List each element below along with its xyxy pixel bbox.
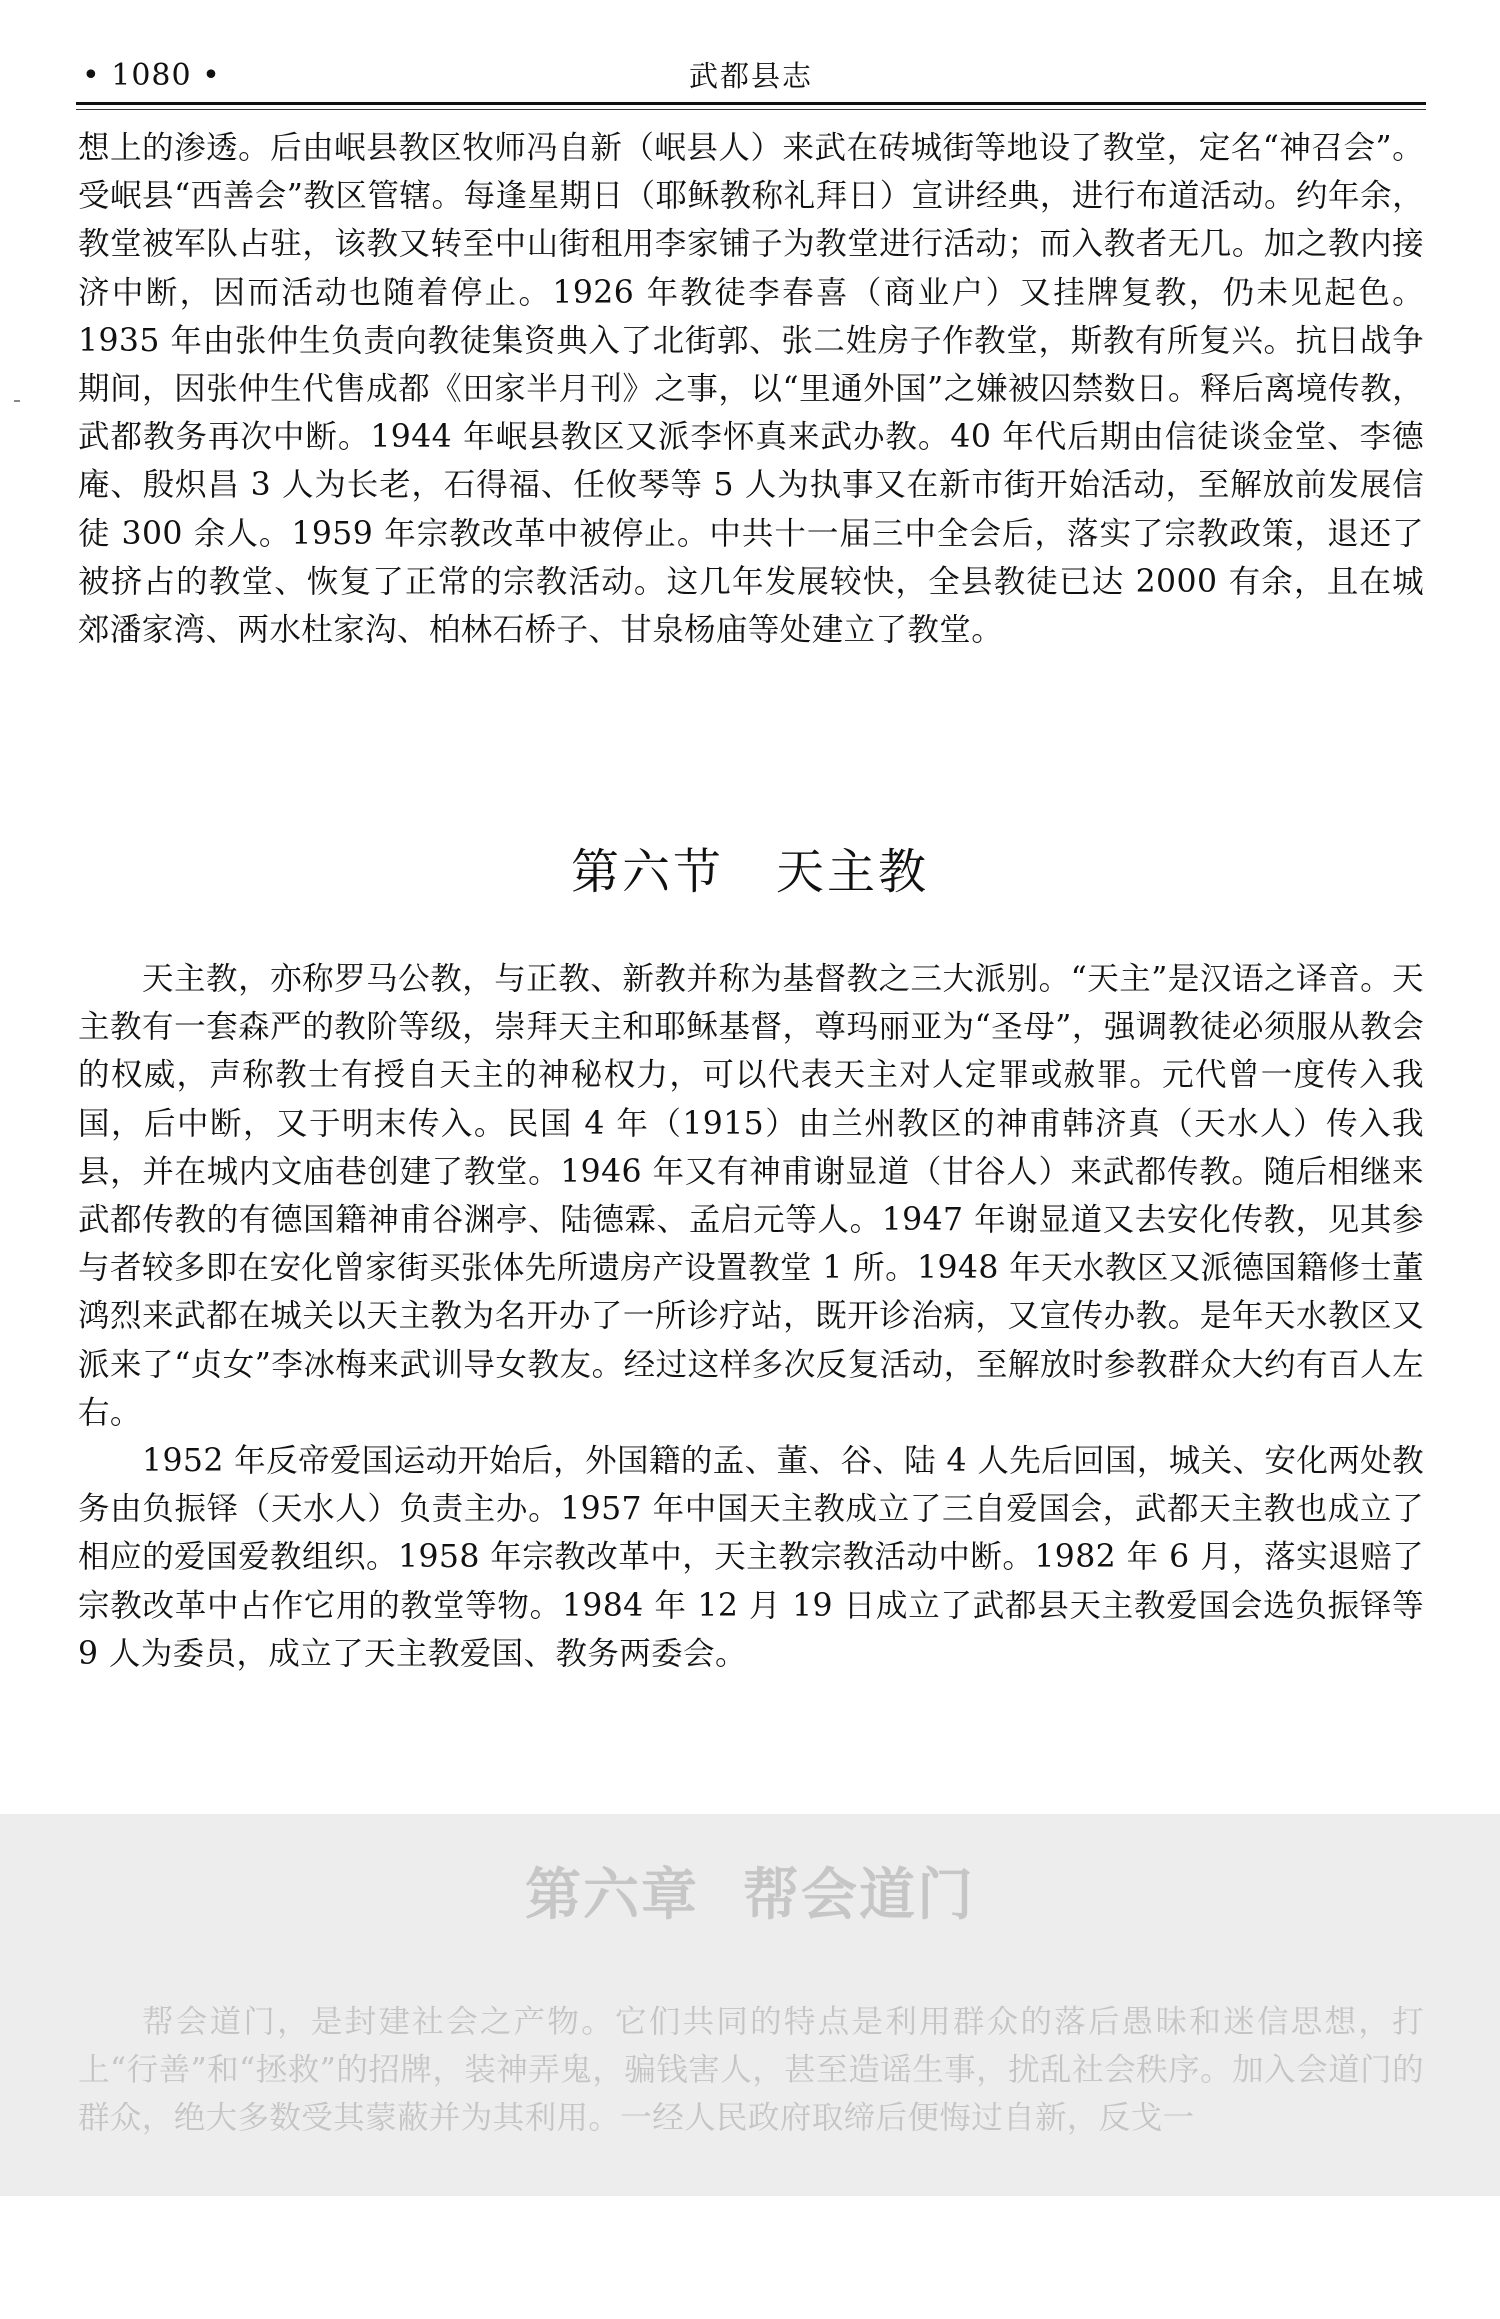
section-number: 第六节 xyxy=(570,844,724,900)
section-paragraph-1: 天主教，亦称罗马公教，与正教、新教并称为基督教之三大派别。“天主”是汉语之译音。天主教有一套森严的教阶等级，崇拜天主和耶稣基督，尊玛丽亚为“圣母”，强调教徒必须服从教会的权威，声称教士有授自天主的神秘权力，可以代表天主对人定罪或赦罪。元代曾一度传入我国，后中断，又于明末传入。民国 4 年（1915）由兰州教区的神甫韩济真（天水人）传入我县，并在城内文庙巷创建了教堂。1946 年又有神甫谢显道（甘谷人）来武都传教。随后相继来武都传教的有德国籍神甫谷渊亭、陆德霖、孟启元等人。1947 年谢显道又去安化传教，见其参与者较多即在安化曾家街买张体先所遗房产设置教堂 1 所。1948 年天水教区又派德国籍修士董鸿烈来武都在城关以天主教为名开办了一所诊疗站，既开诊治病，又宣传办教。是年天水教区又派来了“贞女”李冰梅来武训导女教友。经过这样多次反复活动，至解放时参教群众大约有百人左右。 xyxy=(78,961,1424,1431)
continued-text-block xyxy=(78,124,1424,654)
section-body xyxy=(78,955,1424,1678)
section-title: 天主教 xyxy=(776,844,930,900)
margin-mark xyxy=(14,400,20,402)
page-header xyxy=(76,52,1426,100)
chapter-title: 帮会道门 xyxy=(743,1863,975,1928)
section-heading xyxy=(0,840,1500,904)
chapter-body-faded xyxy=(78,1998,1424,2143)
continued-paragraph: 想上的渗透。后由岷县教区牧师冯自新（岷县人）来武在砖城街等地设了教堂，定名“神召会”。受岷县“西善会”教区管辖。每逢星期日（耶稣教称礼拜日）宣讲经典，进行布道活动。约年余，教堂被军队占驻，该教又转至中山街租用李家铺子为教堂进行活动；而入教者无几。加之教内接济中断，因而活动也随着停止。1926 年教徒李春喜（商业户）又挂牌复教，仍未见起色。1935 年由张仲生负责向教徒集资典入了北街郭、张二姓房子作教堂，斯教有所复兴。抗日战争期间，因张仲生代售成都《田家半月刊》之事，以“里通外国”之嫌被囚禁数日。释后离境传教，武都教务再次中断。1944 年岷县教区又派李怀真来武办教。40 年代后期由信徒谈金堂、李德庵、殷炽昌 3 人为长老，石得福、任攸琴等 5 人为执事又在新市街开始活动，至解放前发展信徒 300 余人。1959 年宗教改革中被停止。中共十一届三中全会后，落实了宗教政策，退还了被挤占的教堂、恢复了正常的宗教活动。这几年发展较快，全县教徒已达 2000 有余，且在城郊潘家湾、两水杜家沟、柏林石桥子、甘泉杨庙等处建立了教堂。 xyxy=(78,130,1424,649)
chapter-number: 第六章 xyxy=(525,1863,699,1928)
book-title: 武都县志 xyxy=(688,59,813,93)
chapter-heading xyxy=(0,1858,1500,1934)
header-rule-thin xyxy=(76,109,1426,110)
header-rule-thick xyxy=(76,102,1426,105)
chapter-paragraph: 帮会道门，是封建社会之产物。它们共同的特点是利用群众的落后愚昧和迷信思想，打上“行善”和“拯救”的招牌，装神弄鬼，骗钱害人，甚至造谣生事，扰乱社会秩序。加入会道门的群众，绝大多数受其蒙蔽并为其利用。一经人民政府取缔后便悔过自新，反戈一 xyxy=(78,2004,1424,2137)
page-number: • 1080 • xyxy=(82,58,221,93)
section-paragraph-2: 1952 年反帝爱国运动开始后，外国籍的孟、董、谷、陆 4 人先后回国，城关、安化两处教务由负振铎（天水人）负责主办。1957 年中国天主教成立了三自爱国会，武都天主教也成立了相应的爱国爱教组织。1958 年宗教改革中，天主教宗教活动中断。1982 年 6 月，落实退赔了宗教改革中占作它用的教堂等物。1984 年 12 月 19 日成立了武都县天主教爱国会选负振铎等 9 人为委员，成立了天主教爱国、教务两委会。 xyxy=(78,1443,1424,1672)
